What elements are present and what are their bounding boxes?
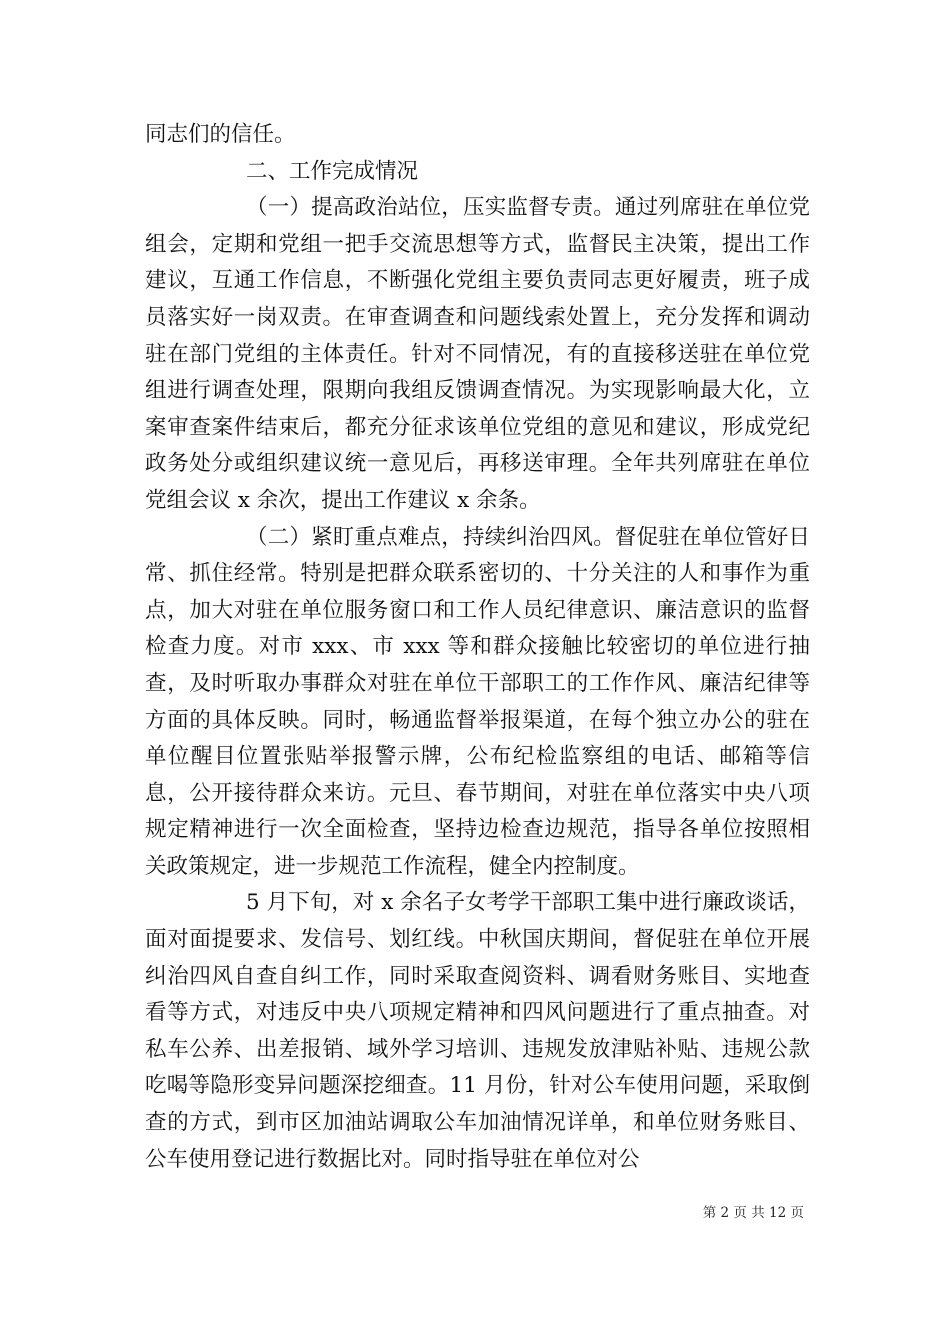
page-number-footer: 第 2 页 共 12 页 [702,1205,804,1221]
paragraph-political-stance: （一）提高政治站位，压实监督专责。通过列席驻在单位党组会，定期和党组一把手交流思想等方式，监督民主决策，提出工作建议，互通工作信息，不断强化党组主要负责同志更好履责，班子成员落实好一岗双责。在审查调查和问题线索处置上，充分发挥和调动驻在部门党组的主体责任。针对不同情况，有的直接移送驻在单位党组进行调查处理，限期向我组反馈调查情况。为实现影响最大化，立案审查案件结束后，都充分征求该单位党组的意见和建议，形成党纪政务处分或组织建议统一意见后，再移送审理。全年共列席驻在单位党组会议 x 余次，提出工作建议 x 余条。 [145,195,810,513]
document-body [145,117,810,1178]
paragraph-may-talks: 5 月下旬，对 x 余名子女考学干部职工集中进行廉政谈话，面对面提要求、发信号、划红线。中秋国庆期间，督促驻在单位开展纠治四风自查自纠工作，同时采取查阅资料、调看财务账目、实地查看等方式，对违反中央八项规定精神和四风问题进行了重点抽查。对私车公养、出差报销、域外学习培训、违规发放津贴补贴、违规公款吃喝等隐形变异问题深挖细查。11 月份，针对公车使用问题，采取倒查的方式，到市区加油站调取公车加油情况详单，和单位财务账目、公车使用登记进行数据比对。同时指导驻在单位对公 [145,890,810,1172]
paragraph-continuation: 同志们的信任。 [145,122,296,147]
paragraph-four-winds: （二）紧盯重点难点，持续纠治四风。督促驻在单位管好日常、抓住经常。特别是把群众联系密切的、十分关注的人和事作为重点，加大对驻在单位服务窗口和工作人员纪律意识、廉洁意识的监督检查力度。对市 xxx、市 xxx 等和群众接触比较密切的单位进行抽查，及时听取办事群众对驻在单位干部职工的工作作风、廉洁纪律等方面的具体反映。同时，畅通监督举报渠道，在每个独立办公的驻在单位醒目位置张贴举报警示牌，公布纪检监察组的电话、邮箱等信息，公开接待群众来访。元旦、春节期间，对驻在单位落实中央八项规定精神进行一次全面检查，坚持边检查边规范，指导各单位按照相关政策规定，进一步规范工作流程，健全内控制度。 [145,524,810,879]
section-heading: 二、工作完成情况 [246,158,419,184]
